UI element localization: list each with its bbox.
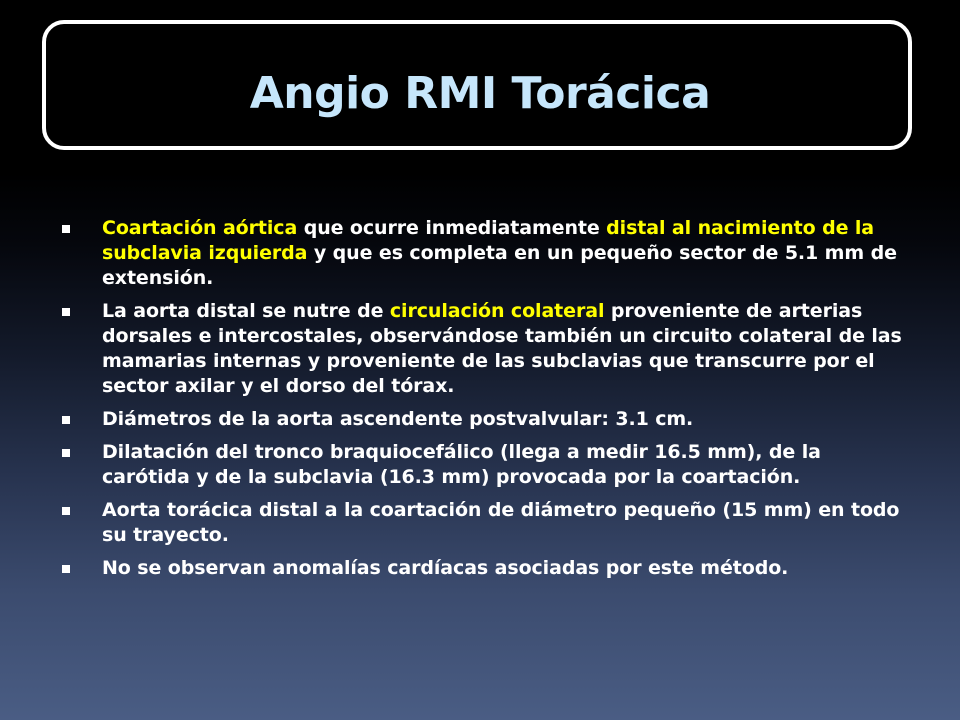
bullet-text: Diámetros de la aorta ascendente postvalvular: 3.1 cm. [102,408,694,430]
bullet-item [60,216,910,291]
square-bullet-icon [62,449,70,457]
square-bullet-icon [62,225,70,233]
square-bullet-icon [62,507,70,515]
square-bullet-icon [62,565,70,573]
bullet-item [60,299,910,399]
highlighted-text: distal al nacimiento de la subclavia izquierda [102,217,875,264]
bullet-text: y que es completa en un pequeño sector de 5.1 mm de extensión. [102,242,897,289]
bullet-text: que ocurre inmediatamente [297,217,607,239]
square-bullet-icon [62,308,70,316]
bullet-list [60,216,910,589]
square-bullet-icon [62,416,70,424]
bullet-text: No se observan anomalías cardíacas asociadas por este método. [102,557,789,579]
bullet-text: Dilatación del tronco braquiocefálico (llega a medir 16.5 mm), de la carótida y de la subclavia (16.3 mm) provocada por la coartación. [102,441,821,488]
bullet-item [60,556,910,581]
bullet-item [60,498,910,548]
bullet-text: La aorta distal se nutre de [102,300,390,322]
highlighted-text: circulación colateral [389,300,605,322]
bullet-item [60,407,910,432]
bullet-text: Aorta torácica distal a la coartación de diámetro pequeño (15 mm) en todo su trayecto. [102,499,900,546]
bullet-item [60,440,910,490]
highlighted-text: Coartación aórtica [102,217,298,239]
slide-title: Angio RMI Torácica [249,68,711,119]
bullet-text: proveniente de arterias dorsales e intercostales, observándose también un circuito colateral de las mamarias internas y proveniente de las subclavias que transcurre por el sector axilar y el dorso del tórax. [102,300,902,397]
